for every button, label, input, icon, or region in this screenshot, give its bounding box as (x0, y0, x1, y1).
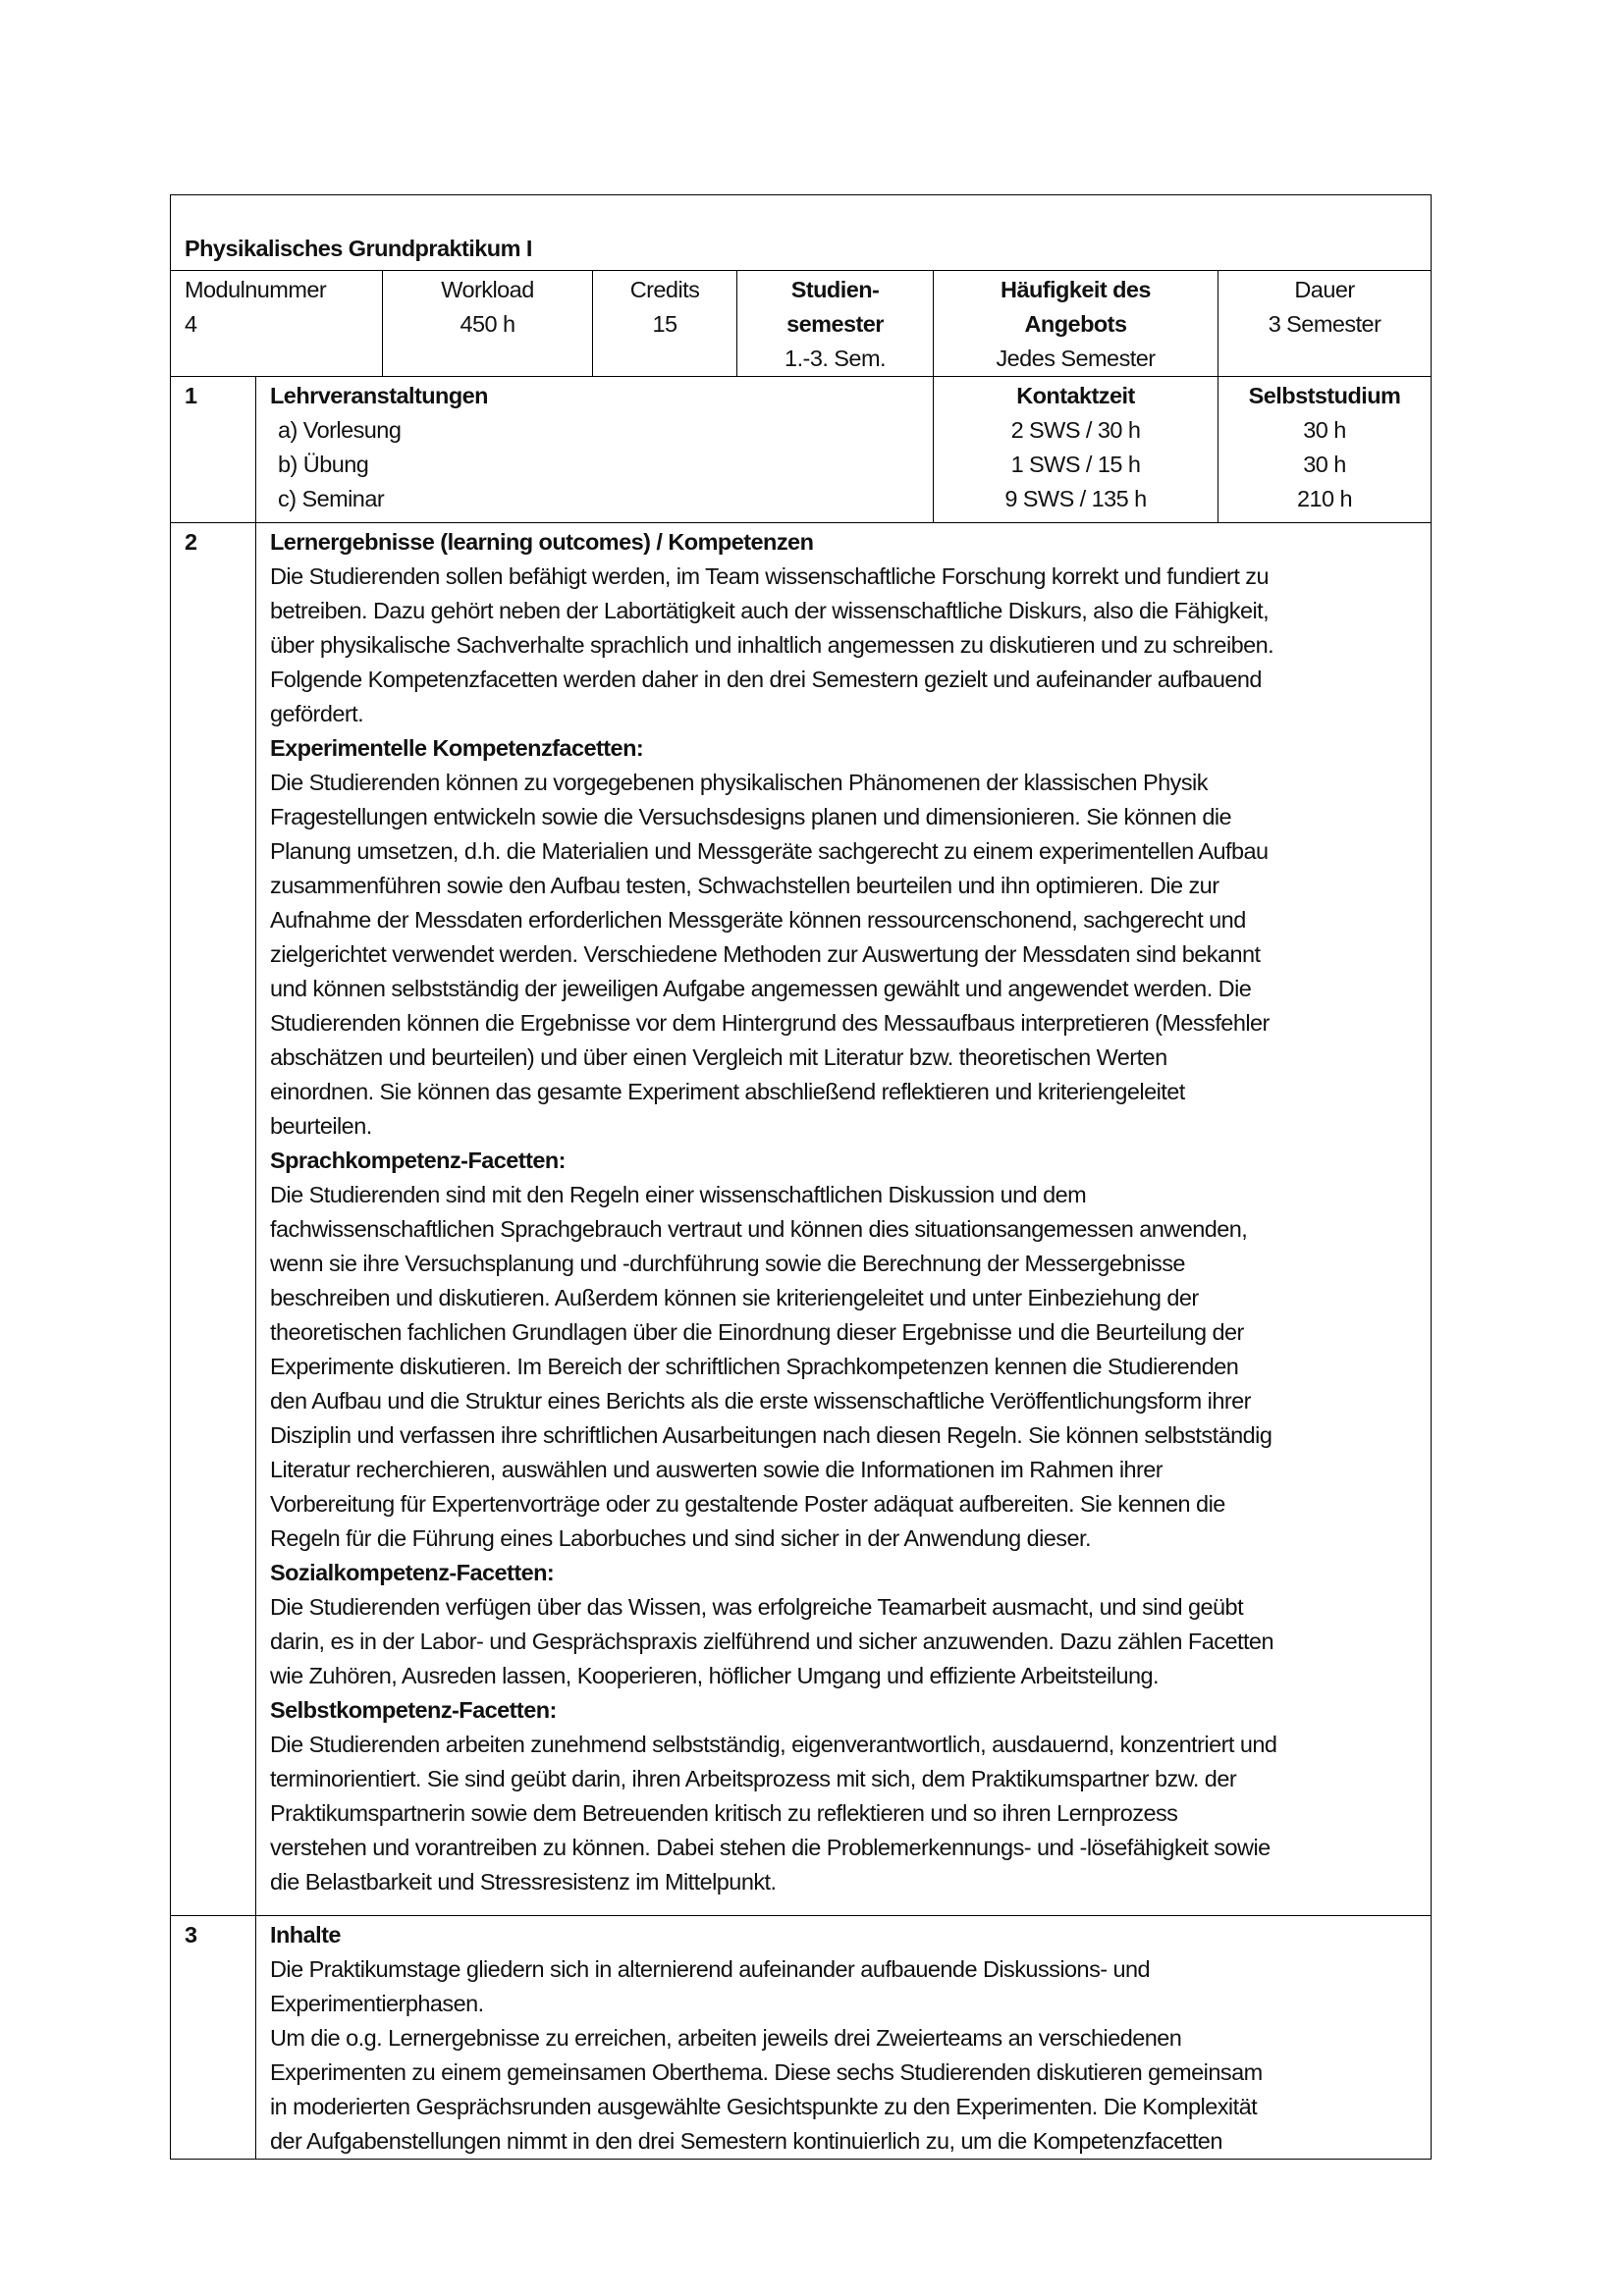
section-1-courses-cell (256, 377, 934, 523)
section-heading: Lehrveranstaltungen (270, 383, 488, 408)
section-3-number-cell (171, 1916, 256, 2160)
text-line: den Aufbau und die Struktur eines Berichts als die erste wissenschaftliche Veröffentlichungsform ihrer (270, 1388, 1251, 1414)
text-line: Um die o.g. Lernergebnisse zu erreichen, arbeiten jeweils drei Zweierteams an verschiedenen (270, 2025, 1182, 2051)
module-header-row (171, 271, 1432, 377)
workload-value: 450 h (460, 311, 515, 337)
text-line: Fragestellungen entwickeln sowie die Versuchsdesigns planen und dimensionieren. Sie können die (270, 804, 1232, 829)
text-line: fachwissenschaftlichen Sprachgebrauch vertraut und können dies situationsangemessen anwenden, (270, 1216, 1248, 1242)
kontaktzeit-value: 9 SWS / 135 h (1004, 486, 1147, 511)
text-line: einordnen. Sie können das gesamte Experiment abschließend reflektieren und kriteriengeleitet (270, 1079, 1185, 1104)
subheading-sprachkompetenz: Sprachkompetenz-Facetten: (270, 1148, 566, 1173)
haeufigkeit-value: Jedes Semester (996, 346, 1156, 371)
kontaktzeit-heading: Kontaktzeit (1016, 383, 1135, 408)
section-1-number-cell (171, 377, 256, 523)
text-line: die Belastbarkeit und Stressresistenz im Mittelpunkt. (270, 1869, 777, 1895)
section-number: 1 (185, 383, 197, 408)
text-line: betreiben. Dazu gehört neben der Labortätigkeit auch der wissenschaftliche Diskurs, also die Fähigkeit, (270, 598, 1270, 623)
text-line: Regeln für die Führung eines Laborbuches und sind sicher in der Anwendung dieser. (270, 1525, 1091, 1551)
text-line: Vorbereitung für Expertenvorträge oder zu gestaltende Poster adäquat aufbereiten. Sie kennen die (270, 1491, 1225, 1517)
modulnummer-label: Modulnummer (185, 277, 327, 302)
text-line: verstehen und vorantreiben zu können. Dabei stehen die Problemerkennungs- und -lösefähigkeit sowie (270, 1835, 1271, 1860)
text-line: Aufnahme der Messdaten erforderlichen Messgeräte können ressourcenschonend, sachgerecht und (270, 907, 1246, 933)
dauer-value: 3 Semester (1268, 311, 1381, 337)
intro-paragraph (270, 560, 1425, 731)
section-2-row (171, 523, 1432, 1916)
sprachkompetenz-paragraph (270, 1178, 1425, 1556)
dauer-label: Dauer (1294, 277, 1355, 302)
text-line: Die Praktikumstage gliedern sich in alternierend aufeinander aufbauende Diskussions- und (270, 1956, 1151, 1982)
selbstkompetenz-paragraph (270, 1728, 1425, 1899)
studiensemester-value: 1.-3. Sem. (785, 346, 886, 371)
kontaktzeit-cell (934, 377, 1218, 523)
studiensemester-cell (737, 271, 934, 377)
text-line: abschätzen und beurteilen) und über einen Vergleich mit Literatur bzw. theoretischen Werten (270, 1044, 1167, 1070)
text-line: beschreiben und diskutieren. Außerdem können sie kriteriengeleitet und unter Einbeziehung der (270, 1285, 1199, 1310)
section-2-content-cell (256, 523, 1432, 1916)
credits-cell (593, 271, 737, 377)
section-number: 2 (185, 529, 197, 555)
selbststudium-value: 210 h (1297, 486, 1353, 511)
text-line: Experimente diskutieren. Im Bereich der schriftlichen Sprachkompetenzen kennen die Studierenden (270, 1354, 1239, 1379)
text-line: Experimentierphasen. (270, 1991, 484, 2016)
selbststudium-cell (1218, 377, 1432, 523)
workload-cell (383, 271, 593, 377)
text-line: Folgende Kompetenzfacetten werden daher in den drei Semestern gezielt und aufeinander aufbauend (270, 667, 1262, 692)
text-line: Studierenden können die Ergebnisse vor dem Hintergrund des Messaufbaus interpretieren (Messfehler (270, 1010, 1270, 1036)
text-line: gefördert. (270, 701, 364, 726)
section-1-row (171, 377, 1432, 523)
module-title: Physikalisches Grundpraktikum I (185, 236, 532, 261)
text-line: Die Studierenden verfügen über das Wissen, was erfolgreiche Teamarbeit ausmacht, und sind geübt (270, 1594, 1244, 1620)
text-line: darin, es in der Labor- und Gesprächspraxis zielführend und sicher anzuwenden. Dazu zählen Facetten (270, 1629, 1273, 1654)
haeufigkeit-label-2: Angebots (1024, 311, 1127, 337)
text-line: zielgerichtet verwendet werden. Verschiedene Methoden zur Auswertung der Messdaten sind bekannt (270, 941, 1261, 967)
section-number: 3 (185, 1922, 197, 1948)
module-title-cell (171, 195, 1432, 271)
course-item: a) Vorlesung (278, 417, 402, 443)
text-line: der Aufgabenstellungen nimmt in den drei Semestern kontinuierlich zu, um die Kompetenzfacetten (270, 2128, 1222, 2154)
experimentell-paragraph (270, 766, 1425, 1144)
text-line: über physikalische Sachverhalte sprachlich und inhaltlich angemessen zu diskutieren und zu schreiben. (270, 632, 1274, 658)
haeufigkeit-cell (934, 271, 1218, 377)
inhalte-paragraph (270, 1952, 1425, 2159)
section-3-row (171, 1916, 1432, 2160)
studiensemester-label-1: Studien- (790, 277, 880, 302)
kontaktzeit-value: 2 SWS / 30 h (1010, 417, 1141, 443)
text-line: wenn sie ihre Versuchsplanung und -durchführung sowie die Berechnung der Messergebnisse (270, 1251, 1185, 1276)
module-description-page (170, 194, 1431, 2160)
text-line: Praktikumspartnerin sowie dem Betreuenden kritisch zu reflektieren und so ihren Lernprozess (270, 1800, 1178, 1826)
section-heading: Inhalte (270, 1922, 341, 1948)
text-line: Disziplin und verfassen ihre schriftlichen Ausarbeitungen nach diesen Regeln. Sie können selbstständig (270, 1422, 1272, 1448)
credits-label: Credits (629, 277, 700, 302)
text-line: in moderierten Gesprächsrunden ausgewählte Gesichtspunkte zu den Experimenten. Die Komplexität (270, 2094, 1258, 2119)
section-2-number-cell (171, 523, 256, 1916)
subheading-selbstkompetenz: Selbstkompetenz-Facetten: (270, 1697, 557, 1723)
text-line: Die Studierenden arbeiten zunehmend selbstständig, eigenverantwortlich, ausdauernd, konzentriert und (270, 1732, 1277, 1757)
kontaktzeit-value: 1 SWS / 15 h (1010, 452, 1141, 477)
section-heading: Lernergebnisse (learning outcomes) / Kompetenzen (270, 529, 814, 555)
text-line: Planung umsetzen, d.h. die Materialien und Messgeräte sachgerecht zu einem experimentellen Aufbau (270, 838, 1269, 864)
modulnummer-cell (171, 271, 383, 377)
text-line: Die Studierenden sind mit den Regeln einer wissenschaftlichen Diskussion und dem (270, 1182, 1087, 1207)
subheading-experimentell: Experimentelle Kompetenzfacetten: (270, 735, 644, 761)
selbststudium-value: 30 h (1303, 452, 1346, 477)
module-table (170, 194, 1432, 2160)
dauer-cell (1218, 271, 1432, 377)
haeufigkeit-label-1: Häufigkeit des (1001, 277, 1151, 302)
text-line: terminorientiert. Sie sind geübt darin, ihren Arbeitsprozess mit sich, dem Praktikumspartner bzw. der (270, 1766, 1237, 1791)
selbststudium-heading: Selbststudium (1248, 383, 1401, 408)
text-line: zusammenführen sowie den Aufbau testen, Schwachstellen beurteilen und ihn optimieren. Die zur (270, 873, 1219, 898)
text-line: wie Zuhören, Ausreden lassen, Kooperieren, höflicher Umgang und effiziente Arbeitsteilung. (270, 1663, 1160, 1688)
text-line: beurteilen. (270, 1113, 372, 1139)
section-3-content-cell (256, 1916, 1432, 2160)
text-line: Literatur recherchieren, auswählen und auswerten sowie die Informationen im Rahmen ihrer (270, 1457, 1164, 1482)
studiensemester-label-2: semester (786, 311, 884, 337)
selbststudium-value: 30 h (1303, 417, 1346, 443)
subheading-sozialkompetenz: Sozialkompetenz-Facetten: (270, 1560, 555, 1585)
text-line: Experimenten zu einem gemeinsamen Oberthema. Diese sechs Studierenden diskutieren gemeinsam (270, 2059, 1263, 2085)
course-item: c) Seminar (278, 486, 385, 511)
text-line: Die Studierenden sollen befähigt werden, im Team wissenschaftliche Forschung korrekt und fundiert zu (270, 563, 1270, 589)
modulnummer-value: 4 (185, 311, 197, 337)
text-line: theoretischen fachlichen Grundlagen über die Einordnung dieser Ergebnisse und die Beurteilung der (270, 1319, 1244, 1345)
text-line: Die Studierenden können zu vorgegebenen physikalischen Phänomenen der klassischen Physik (270, 770, 1208, 795)
workload-label: Workload (441, 277, 534, 302)
course-item: b) Übung (278, 452, 369, 477)
sozialkompetenz-paragraph (270, 1590, 1425, 1693)
text-line: und können selbstständig der jeweiligen Aufgabe angemessen gewählt und angewendet werden. Die (270, 976, 1252, 1001)
credits-value: 15 (652, 311, 677, 337)
